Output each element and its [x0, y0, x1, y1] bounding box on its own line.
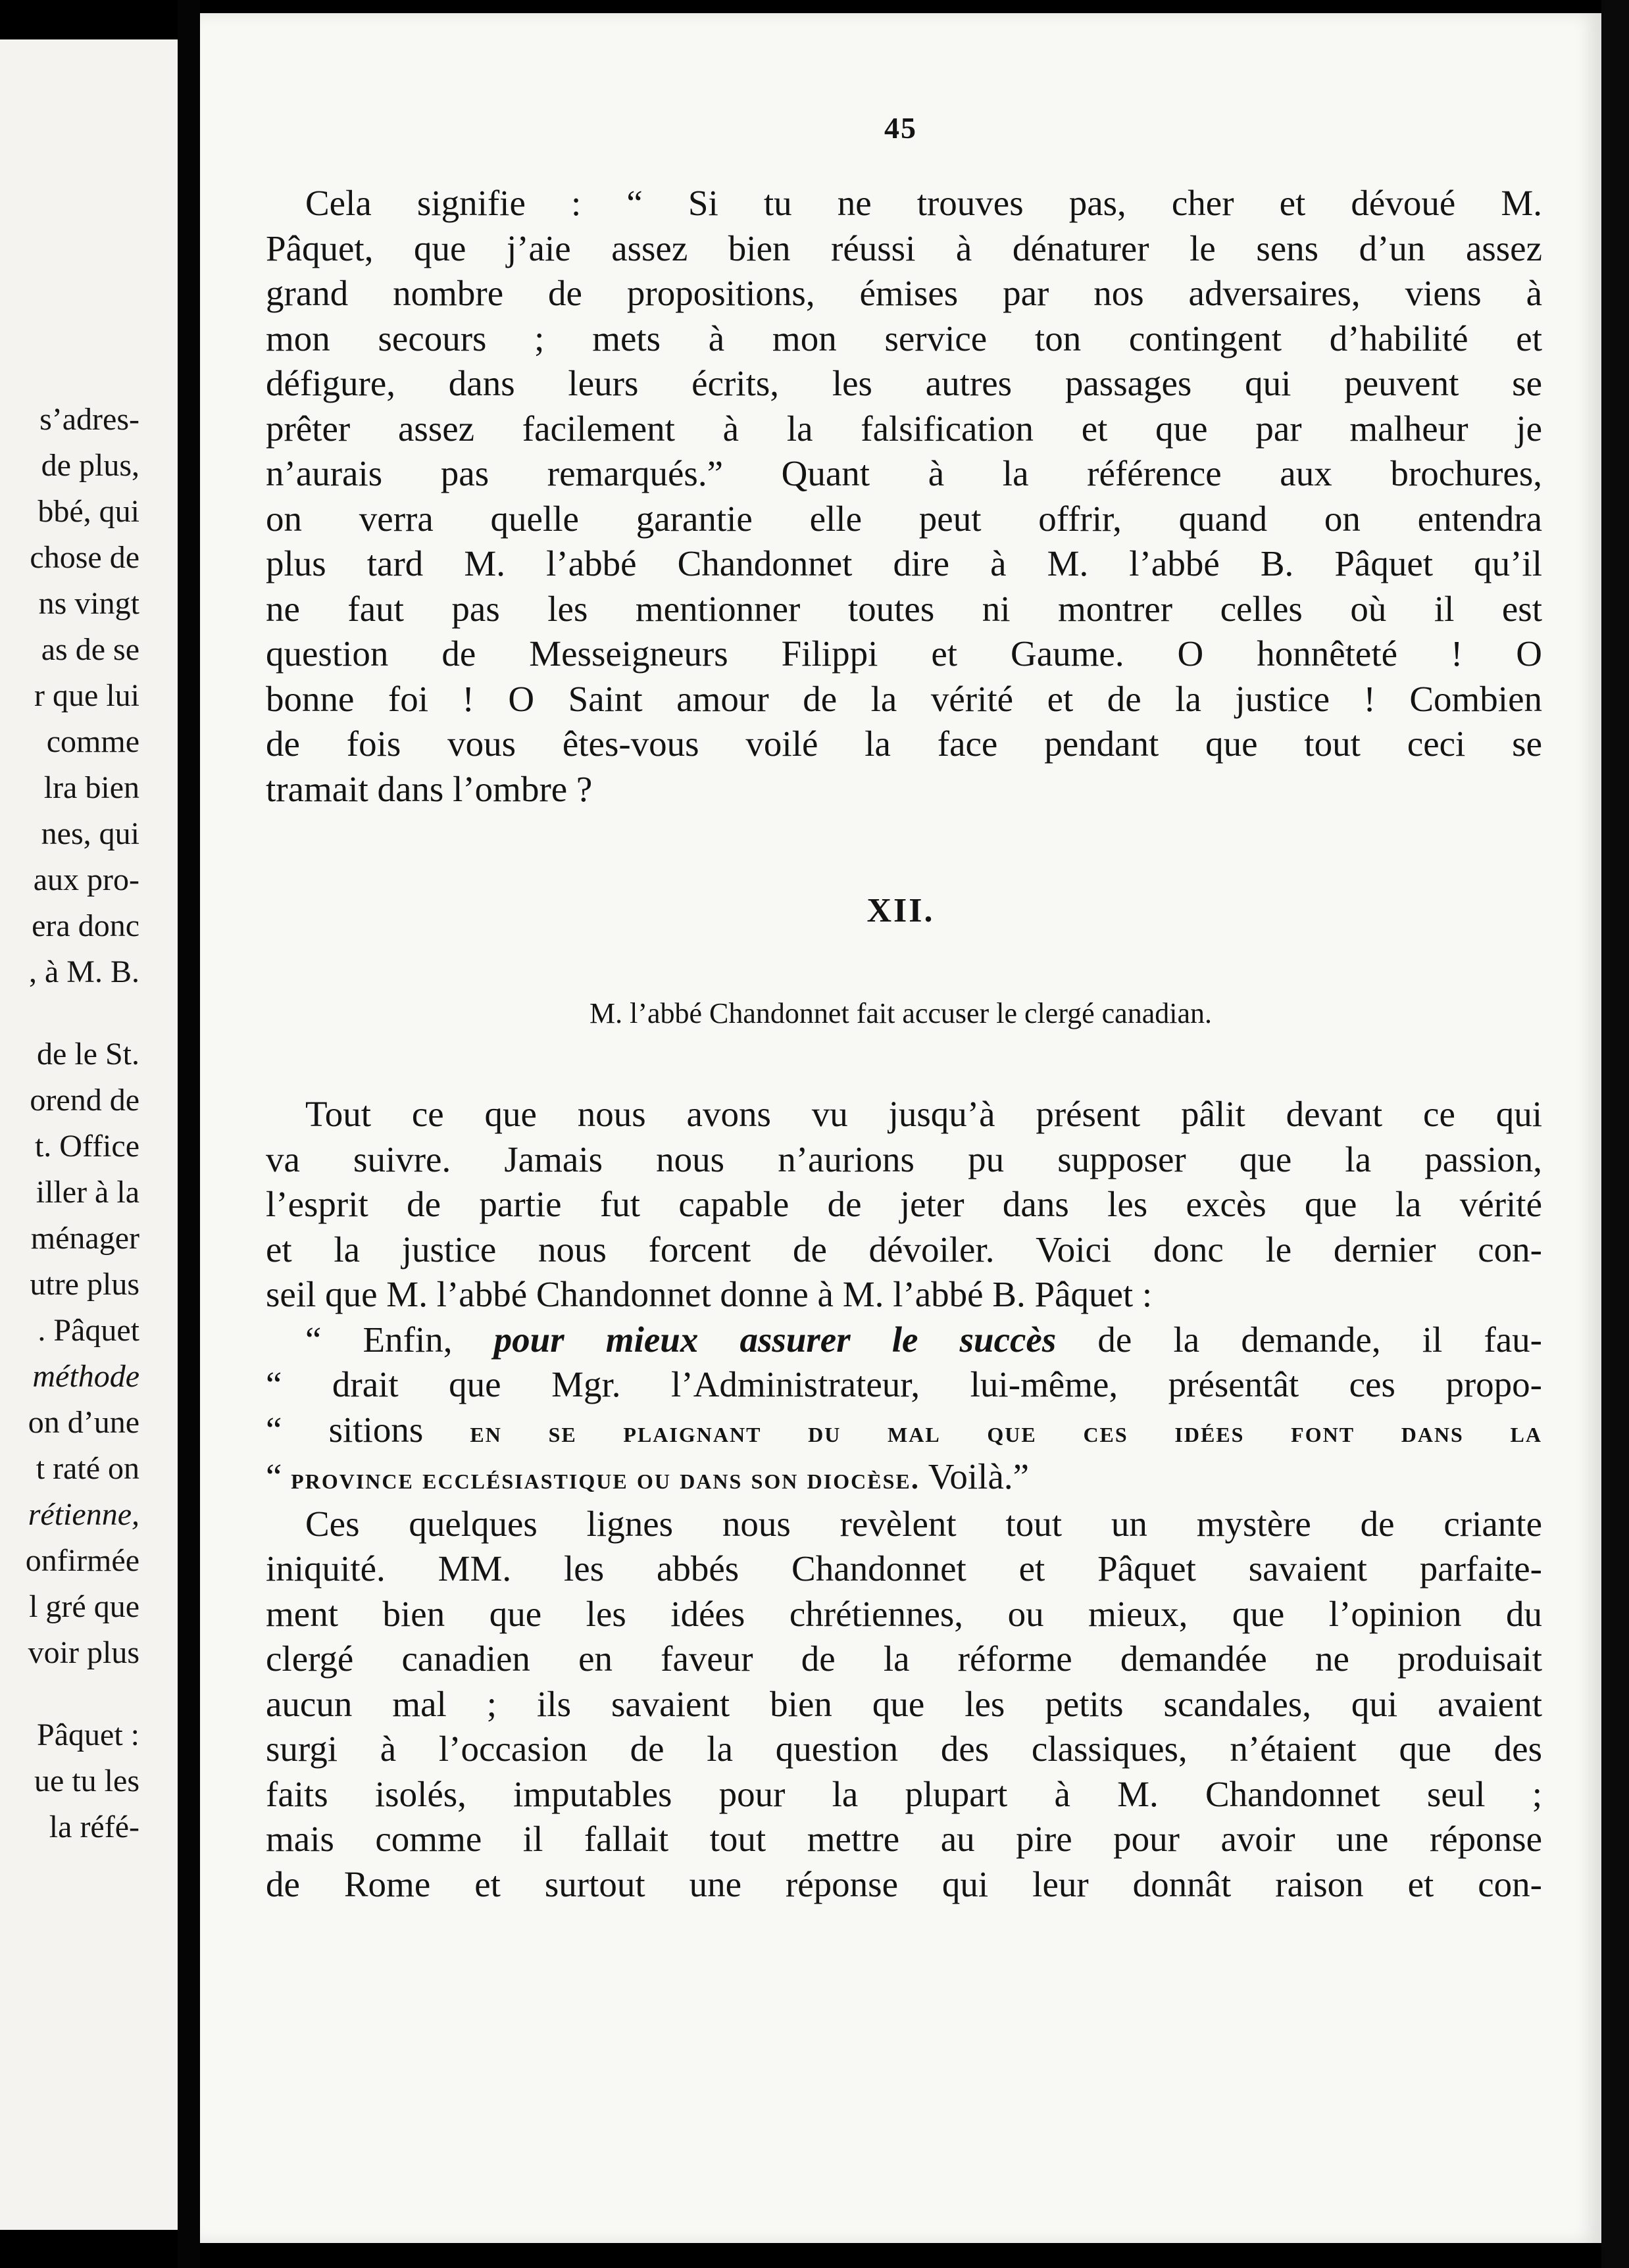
facing-page-line: ménager: [30, 1221, 139, 1256]
facing-page-line: lra bien: [43, 770, 139, 805]
facing-page-line: s’adres-: [39, 402, 139, 437]
facing-page-fragment: [0, 39, 178, 2230]
text-line: iniquité. MM. les abbés Chandonnet et Pâquet savaient parfaite-: [266, 1548, 1542, 1589]
text-line: on verra quelle garantie elle peut offrir, quand on entendra: [266, 498, 1542, 539]
quote-text: Voilà.”: [920, 1456, 1030, 1496]
text-line: bonne foi ! O Saint amour de la vérité et de la justice ! Combien: [266, 678, 1542, 719]
facing-page-line: onfirmée: [25, 1543, 139, 1578]
text-line: et la justice nous forcent de dévoiler. Voici donc le dernier con-: [266, 1229, 1542, 1270]
text-line: aucun mal ; ils savaient bien que les petits scandales, qui avaient: [266, 1683, 1542, 1724]
quote-text: “ sitions: [266, 1409, 470, 1450]
text-line: seil que M. l’abbé Chandonnet donne à M. l’abbé B. Pâquet :: [266, 1274, 1153, 1314]
facing-page-line: ns vingt: [38, 586, 139, 621]
facing-page-line: Pâquet :: [37, 1717, 139, 1752]
facing-page-line: t. Office: [34, 1129, 139, 1164]
text-line: faits isolés, imputables pour la plupart à M. Chandonnet seul ;: [266, 1773, 1542, 1814]
text-line: tramait dans l’ombre ?: [266, 768, 593, 809]
text-line: prêter assez facilement à la falsification et que par malheur je: [266, 408, 1542, 449]
facing-page-line: rétienne,: [28, 1497, 139, 1532]
facing-page-line: de le St.: [37, 1037, 139, 1072]
quote-line: [266, 1318, 1542, 1363]
text-line: ment bien que les idées chrétiennes, ou mieux, que l’opinion du: [266, 1593, 1542, 1634]
facing-page-line: iller à la: [36, 1175, 139, 1210]
text-line: mais comme il fallait tout mettre au pire pour avoir une réponse: [266, 1819, 1542, 1859]
quote-emphasis: pour mieux assurer le succès: [493, 1319, 1057, 1360]
facing-page-line: orend de: [30, 1083, 139, 1118]
facing-page-line: on d’une: [28, 1405, 139, 1440]
facing-page-line: ue tu les: [34, 1763, 139, 1798]
facing-page-line: voir plus: [28, 1635, 139, 1670]
book-gutter: [178, 0, 200, 2268]
facing-page-line: . Pâquet: [38, 1313, 139, 1348]
facing-page-line: de plus,: [41, 448, 139, 483]
quote-line: [266, 1454, 1542, 1502]
paragraph-2: [266, 1092, 1542, 1907]
quote-line: [266, 1408, 1542, 1455]
text-line: Cela signifie : “ Si tu ne trouves pas, cher et dévoué M.: [305, 183, 1542, 223]
text-line: Pâquet, que j’aie assez bien réussi à dénaturer le sens d’un assez: [266, 228, 1542, 268]
page-number: 45: [884, 111, 917, 145]
facing-page-line: , à M. B.: [29, 954, 139, 989]
text-line: de Rome et surtout une réponse qui leur donnât raison et con-: [266, 1863, 1542, 1904]
book-page: [200, 13, 1601, 2243]
facing-page-line: bbé, qui: [38, 494, 139, 529]
text-line: clergé canadien en faveur de la réforme demandée ne produisait: [266, 1639, 1542, 1679]
section-numeral: XII.: [866, 892, 935, 929]
text-line: mon secours ; mets à mon service ton contingent d’habilité et: [266, 318, 1542, 358]
text-line: défigure, dans leurs écrits, les autres passages qui peuvent se: [266, 363, 1542, 403]
text-line: ne faut pas les mentionner toutes ni montrer celles où il est: [266, 588, 1542, 629]
facing-page-line: la réfé-: [49, 1810, 139, 1844]
paragraph-1: [266, 181, 1542, 812]
quote-text: de la demande, il fau-: [1056, 1319, 1542, 1360]
facing-page-line: nes, qui: [41, 816, 139, 851]
text-line: va suivre. Jamais nous n’aurions pu supposer que la passion,: [266, 1139, 1542, 1179]
text-line: grand nombre de propositions, émises par nos adversaires, viens à: [266, 273, 1542, 313]
text-line: surgi à l’occasion de la question des classiques, n’étaient que des: [266, 1729, 1542, 1769]
facing-page-line: chose de: [30, 540, 139, 575]
text-line: n’aurais pas remarqués.” Quant à la référence aux brochures,: [266, 453, 1542, 493]
facing-page-line: r que lui: [34, 678, 139, 713]
quote-small-caps: province ecclésiastique ou dans son diocèse.: [291, 1462, 920, 1495]
quote-text: “ Enfin,: [305, 1319, 494, 1360]
facing-page-line: as de se: [41, 632, 139, 667]
text-line: l’esprit de partie fut capable de jeter dans les excès que la vérité: [266, 1184, 1542, 1224]
text-line: Tout ce que nous avons vu jusqu’à présent pâlit devant ce qui: [305, 1094, 1542, 1134]
quote-small-caps: en se plaignant du mal que ces idées font dans la: [470, 1415, 1543, 1448]
facing-page-line: méthode: [32, 1359, 139, 1394]
facing-page-line: aux pro-: [33, 862, 139, 897]
scan-edge: [1601, 0, 1629, 2268]
facing-page-line: era donc: [32, 908, 139, 943]
quote-line: “ drait que Mgr. l’Administrateur, lui-même, présentât ces propo-: [266, 1364, 1542, 1404]
facing-page-line: utre plus: [30, 1267, 139, 1302]
text-line: Ces quelques lignes nous revèlent tout un mystère de criante: [305, 1503, 1542, 1544]
text-line: plus tard M. l’abbé Chandonnet dire à M. l’abbé B. Pâquet qu’il: [266, 543, 1542, 583]
facing-page-line: comme: [46, 724, 139, 759]
section-title: M. l’abbé Chandonnet fait accuser le clergé canadian.: [589, 997, 1212, 1029]
quote-text: “: [266, 1456, 291, 1496]
facing-page-line: t raté on: [36, 1451, 139, 1486]
text-line: de fois vous êtes-vous voilé la face pendant que tout ceci se: [266, 724, 1542, 764]
text-line: question de Messeigneurs Filippi et Gaume. O honnêteté ! O: [266, 633, 1542, 674]
facing-page-line: l gré que: [29, 1589, 139, 1624]
